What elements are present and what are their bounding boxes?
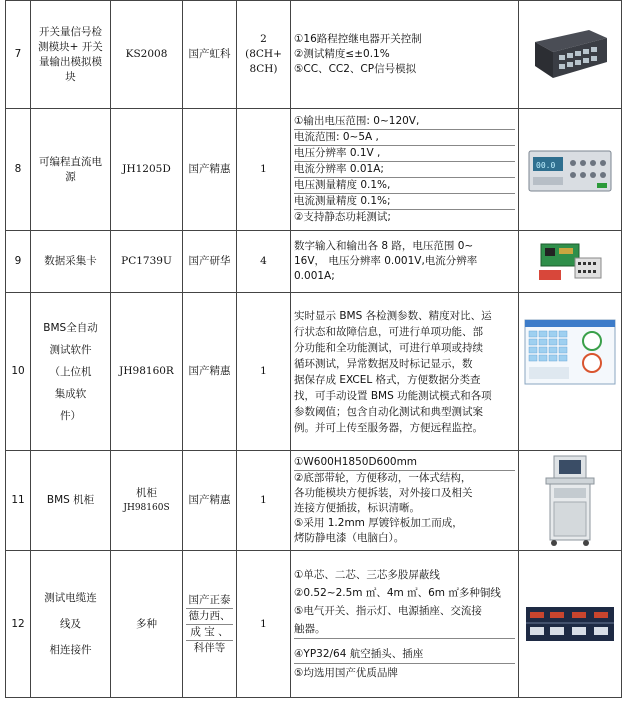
name-line: 相连接件 [49,644,92,656]
desc-line: ①单芯、二芯、三芯多股屏蔽线 [294,569,440,581]
desc-line: 例。并可上传至服务器，方便远程监控。 [294,421,483,434]
desc-line: 电压测量精度 0.1%, [294,178,515,194]
item-name: BMS 机柜 [31,451,111,551]
item-description [291,551,519,698]
desc-line: ⑤电气开关、指示灯、电源插座、交流接 [294,605,482,617]
desc-line: 分功能和全功能测试，可进行单项或持续 [294,341,483,354]
item-name [31,551,111,698]
name-line: 测试电缆连 [44,592,97,604]
name-line: 集成软 [54,387,87,400]
cabinet-photo [519,451,622,551]
desc-line: 找，可手动设置 BMS 功能测试模式和各项 [294,389,492,402]
software-screenshot [519,293,622,451]
svg-text:00.0: 00.0 [536,160,556,170]
qty-line: (8CH+ [245,48,282,60]
origin-line: 成 宝 、 [186,625,233,641]
item-origin [183,551,237,698]
desc-line: 参数阈值；包含自动化测试和典型测试案 [294,405,483,418]
item-description [291,451,519,551]
qty-line: 8CH) [249,63,278,75]
item-description [291,1,519,109]
desc-line: ②支持静态功耗测试; [294,211,391,223]
desc-line: 实时显示 BMS 各检测参数、精度对比、运 [294,309,492,322]
desc-line: 连接方便插拔，标识清晰。 [294,502,420,514]
desc-line: 行状态和故障信息，可进行单项功能、部 [294,325,483,338]
desc-line: 电流范围: 0~5A , [294,130,515,146]
spec-table [5,0,622,698]
name-line: （上位机 [49,365,92,378]
desc-line: 循环测试，异常数据及时标记显示，数 [294,357,473,370]
item-name [31,293,111,451]
item-origin: 国产精惠 [183,109,237,231]
table-row [6,231,622,293]
table-row [6,109,622,231]
item-origin: 国产虹科 [183,1,237,109]
desc-line: ④YP32/64 航空插头、插座 [294,645,515,664]
desc-line: 触器。 [294,620,515,639]
desc-line: 电流测量精度 0.1%; [294,194,515,210]
desc-line: ⑤CC、CC2、CP信号模拟 [294,63,417,75]
table-row [6,293,622,451]
row-number: 8 [6,109,31,231]
name-line: 测试软件 [49,343,92,356]
desc-line: ②0.52~2.5m ㎡、4m ㎡、6m ㎡多种铜线 [294,587,501,599]
item-model: PC1739U [111,231,183,293]
item-origin: 国产研华 [183,231,237,293]
desc-line: 16V， 电压分辨率 0.001V,电流分辨率 [294,255,478,267]
desc-line: ①输出电压范围: 0~120V, [294,114,515,130]
row-number: 12 [6,551,31,698]
item-name: 开关量信号检测模块+ 开关量输出模拟模块 [31,1,111,109]
item-quantity: 1 [237,451,291,551]
item-quantity: 1 [237,293,291,451]
item-model: KS2008 [111,1,183,109]
name-line: 件） [60,409,81,422]
dc-power-supply-photo [519,109,622,231]
desc-line: ①16路程控继电器开关控制 [294,33,422,45]
desc-line: ②测试精度≤±0.1% [294,48,390,60]
item-name: 数据采集卡 [31,231,111,293]
item-name: 可编程直流电源 [31,109,111,231]
table-row [6,451,622,551]
origin-line: 德力西、 [186,609,233,625]
item-quantity: 4 [237,231,291,293]
origin-line: 科伴等 [193,641,226,654]
desc-line: 电流分辨率 0.01A; [294,162,515,178]
item-model [111,451,183,551]
item-model: JH1205D [111,109,183,231]
table-row [6,551,622,698]
name-line: 线及 [60,618,81,630]
item-description [291,109,519,231]
item-quantity: 1 [237,551,291,698]
row-number: 9 [6,231,31,293]
item-quantity [237,1,291,109]
row-number: 10 [6,293,31,451]
item-origin: 国产精惠 [183,293,237,451]
item-quantity: 1 [237,109,291,231]
row-number: 7 [6,1,31,109]
desc-line: 电压分辨率 0.1V , [294,146,515,162]
name-line: BMS全自动 [43,321,98,334]
item-description [291,293,519,451]
item-origin: 国产精惠 [183,451,237,551]
desc-line: ⑤采用 1.2mm 厚镀锌板加工而成， [294,517,463,529]
desc-line: 据保存成 EXCEL 格式，方便数据分类查 [294,373,481,386]
desc-line: 各功能模块方便拆装，对外接口及相关 [294,487,473,499]
row-number: 11 [6,451,31,551]
desc-line: 烤防静电漆（电脑白）。 [294,532,405,544]
desc-line: ⑤均选用国产优质品牌 [294,667,398,679]
desc-line: 0.001A; [294,270,335,282]
model-line: 机柜 [136,486,157,499]
desc-line: ①W600H1850D600mm [294,455,515,471]
cable-photo [519,551,622,698]
item-description [291,231,519,293]
model-line: JH98160S [123,502,170,513]
item-model: JH98160R [111,293,183,451]
signal-module-photo [519,1,622,109]
daq-card-photo [519,231,622,293]
item-model: 多种 [111,551,183,698]
qty-line: 2 [260,33,267,45]
table-row [6,1,622,109]
origin-line: 国产正泰 [186,593,233,609]
desc-line: ②底部带轮，方便移动，一体式结构， [294,472,472,484]
desc-line: 数字输入和输出各 8 路，电压范围 0~ [294,240,474,252]
